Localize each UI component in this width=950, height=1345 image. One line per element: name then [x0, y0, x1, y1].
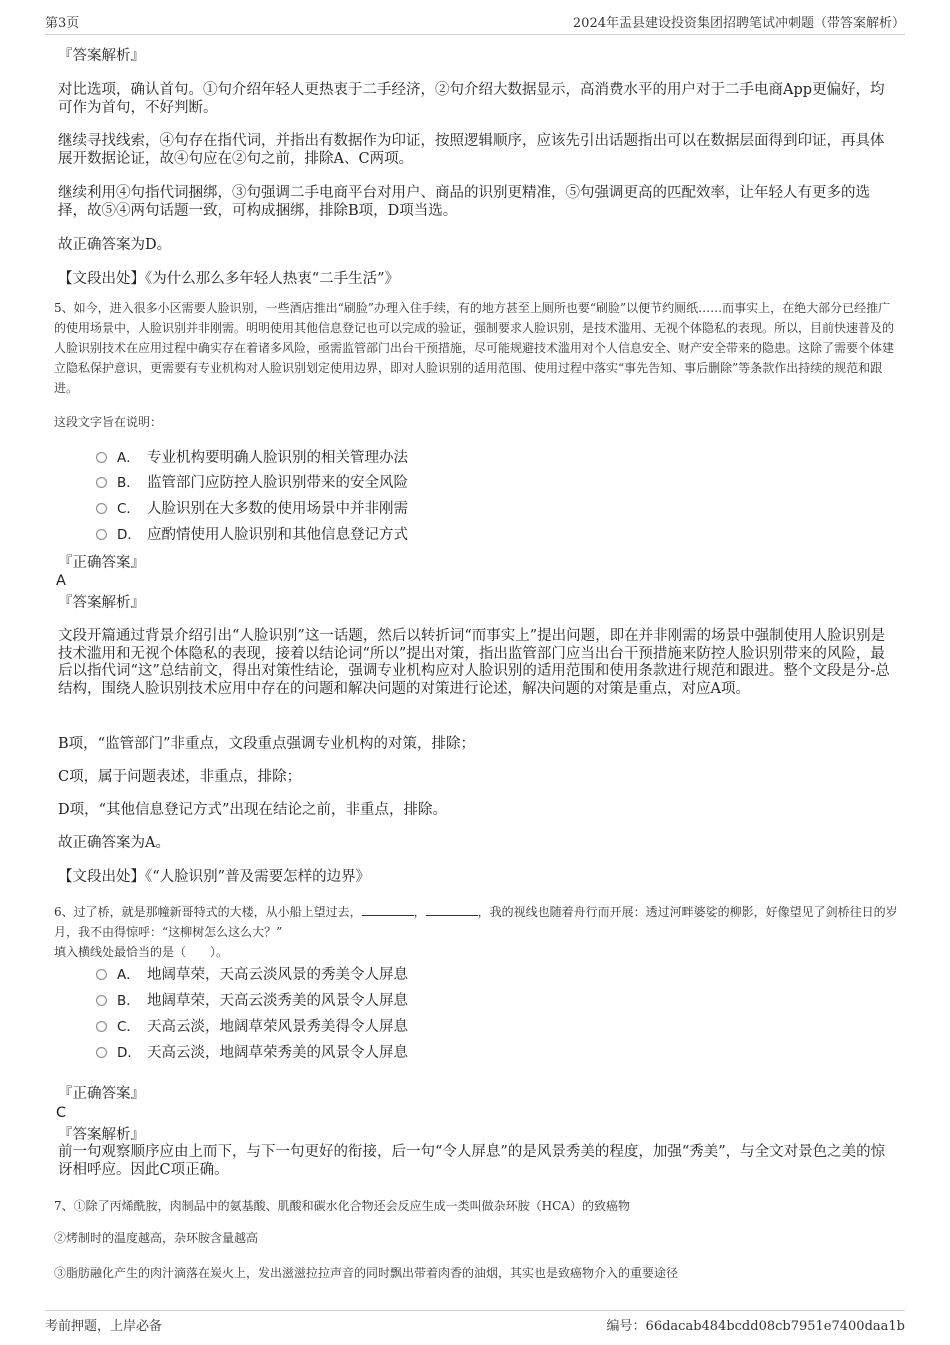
- q4-analysis-para1: 对比选项，确认首句。①句介绍年轻人更热衷于二手经济，②句介绍大数据显示，高消费水平的用户对于二手电商App更偏好，均可作为首句，不好判断。: [58, 82, 885, 116]
- q4-analysis-para2: 继续寻找线索，④句存在指代词，并指出有数据作为印证，按照逻辑顺序，应该先引出话题指出可以在数据层面得到印证，再具体展开数据论证，故④句应在②句之前，排除A、C两项。: [58, 133, 885, 167]
- radio-icon[interactable]: [96, 529, 107, 540]
- q6-stem: 6、过了桥，就是那幢新哥特式的大楼，从小船上望过去， ， ，我的视线也随着舟行而开展：透过河畔婆娑的柳影，好像望见了剑桥往日的岁月，我不由得惊呼：“这柳树怎么这么大？”: [54, 905, 898, 939]
- footer-slogan: 考前押题，上岸必备: [45, 1319, 163, 1334]
- q5-analysis-para2: B项，“监管部门”非重点，文段重点强调专业机构的对策，排除；: [58, 736, 475, 752]
- radio-icon[interactable]: [96, 503, 107, 514]
- page-header: [45, 10, 905, 35]
- page-number: 第3页: [45, 16, 80, 31]
- q5-correct-tag: 『正确答案』: [58, 555, 145, 571]
- radio-icon[interactable]: [96, 1047, 107, 1058]
- q5-analysis-tag: 『答案解析』: [58, 595, 145, 611]
- q6-option-d[interactable]: D． 天高云淡，地阔草荣秀美的风景令人屏息: [96, 1042, 408, 1064]
- q5-prompt: 这段文字旨在说明：: [54, 415, 163, 429]
- q5-option-c[interactable]: C． 人脸识别在大多数的使用场景中并非刚需: [96, 498, 408, 520]
- q5-analysis-para4: D项，“其他信息登记方式”出现在结论之前，非重点，排除。: [58, 802, 447, 818]
- document-title: 2024年盂县建设投资集团招聘笔试冲刺题（带答案解析）: [572, 16, 905, 31]
- page-footer: [45, 1310, 905, 1337]
- q4-analysis-tag: 『答案解析』: [58, 48, 145, 64]
- q6-option-c[interactable]: C． 天高云淡，地阔草荣风景秀美得令人屏息: [96, 1016, 408, 1038]
- radio-icon[interactable]: [96, 452, 107, 463]
- q4-conclusion: 故正确答案为D。: [58, 237, 172, 253]
- q6-option-b[interactable]: B． 地阔草荣，天高云淡秀美的风景令人屏息: [96, 990, 408, 1012]
- radio-icon[interactable]: [96, 969, 107, 980]
- radio-icon[interactable]: [96, 1021, 107, 1032]
- blank-2: [426, 903, 478, 916]
- q5-correct-answer: A: [56, 573, 66, 589]
- q5-stem: 5、如今，进入很多小区需要人脸识别，一些酒店推出“刷脸”办理入住手续，有的地方甚至上厕所也要“刷脸”以便节约厕纸……而事实上，在绝大部分已经推广的使用场景中，人脸识别并非刚需。明明使用其他信息登记也可以完成的验证，强制要求人脸识别，是技术滥用、无视个体隐私的表现。所以，目前快速普及的人脸识别技术在应用过程中确实存在着诸多风险，亟需监管部门出台干预措施，尽可能规避技术滥用对个人信息安全、财产安全带来的隐患。这除了需要个体建立隐私保护意识，更需要有专业机构对人脸识别划定使用边界，即对人脸识别的适用范围、使用过程中落实“事先告知、事后删除”等条款作出持续的规范和跟进。: [54, 301, 895, 395]
- radio-icon[interactable]: [96, 995, 107, 1006]
- q4-source: 【文段出处】《为什么那么多年轻人热衷“二手生活”》: [58, 271, 400, 287]
- q6-analysis: 前一句观察顺序应由上而下，与下一句更好的衔接，后一句“令人屏息”的是风景秀美的程度，加强“秀美”，与全文对景色之美的惊讶相呼应。因此C项正确。: [58, 1144, 886, 1178]
- q7-line2: ②烤制时的温度越高，杂环胺含量越高: [54, 1231, 259, 1245]
- q7-line3: ③脂肪融化产生的肉汁滴落在炭火上，发出滋滋拉拉声音的同时飘出带着肉香的油烟，其实也是致癌物介入的重要途径: [54, 1266, 679, 1280]
- q6-correct-answer: C: [56, 1105, 67, 1121]
- q5-option-d[interactable]: D． 应酌情使用人脸识别和其他信息登记方式: [96, 524, 408, 546]
- q5-analysis-para3: C项，属于问题表述，非重点，排除；: [58, 769, 302, 785]
- q5-conclusion: 故正确答案为A。: [58, 835, 170, 851]
- blank-1: [362, 903, 414, 916]
- q6-option-a[interactable]: A． 地阔草荣，天高云淡风景的秀美令人屏息: [96, 964, 408, 986]
- radio-icon[interactable]: [96, 477, 107, 488]
- q6-prompt: 填入横线处最恰当的是（ ）。: [54, 945, 229, 959]
- q5-analysis-para1: 文段开篇通过背景介绍引出“人脸识别”这一话题，然后以转折词“而事实上”提出问题，即在并非刚需的场景中强制使用人脸识别是技术滥用和无视个体隐私的表现，接着以结论词“所以”提出对策，指出监管部门应当出台干预措施来防控人脸识别带来的风险，最后以指代词“这”总结前文，得出对策性结论，强调专业机构应对人脸识别的适用范围和使用条款进行规范和跟进。整个文段是分-总结构，围绕人脸识别技术应用中存在的问题和解决问题的对策进行论述，解决问题的对策是重点，对应A项。: [58, 628, 890, 697]
- q4-analysis-para3: 继续利用④句指代词捆绑，③句强调二手电商平台对用户、商品的识别更精准，⑤句强调更高的匹配效率，让年轻人有更多的选择，故⑤④两句话题一致，可构成捆绑，排除B项，D项当选。: [58, 185, 870, 219]
- q5-option-a[interactable]: A． 专业机构要明确人脸识别的相关管理办法: [96, 447, 408, 469]
- q5-option-b[interactable]: B． 监管部门应防控人脸识别带来的安全风险: [96, 472, 408, 494]
- footer-doc-id: 编号：66dacab484bcdd08cb7951e7400daa1b: [606, 1319, 905, 1334]
- q6-analysis-tag: 『答案解析』: [58, 1127, 145, 1143]
- q5-source: 【文段出处】《“人脸识别”普及需要怎样的边界》: [58, 869, 371, 885]
- q6-correct-tag: 『正确答案』: [58, 1086, 145, 1102]
- q7-line1: 7、①除了丙烯酰胺，肉制品中的氨基酸、肌酸和碳水化合物还会反应生成一类叫做杂环胺（HCA）的致癌物: [54, 1199, 630, 1213]
